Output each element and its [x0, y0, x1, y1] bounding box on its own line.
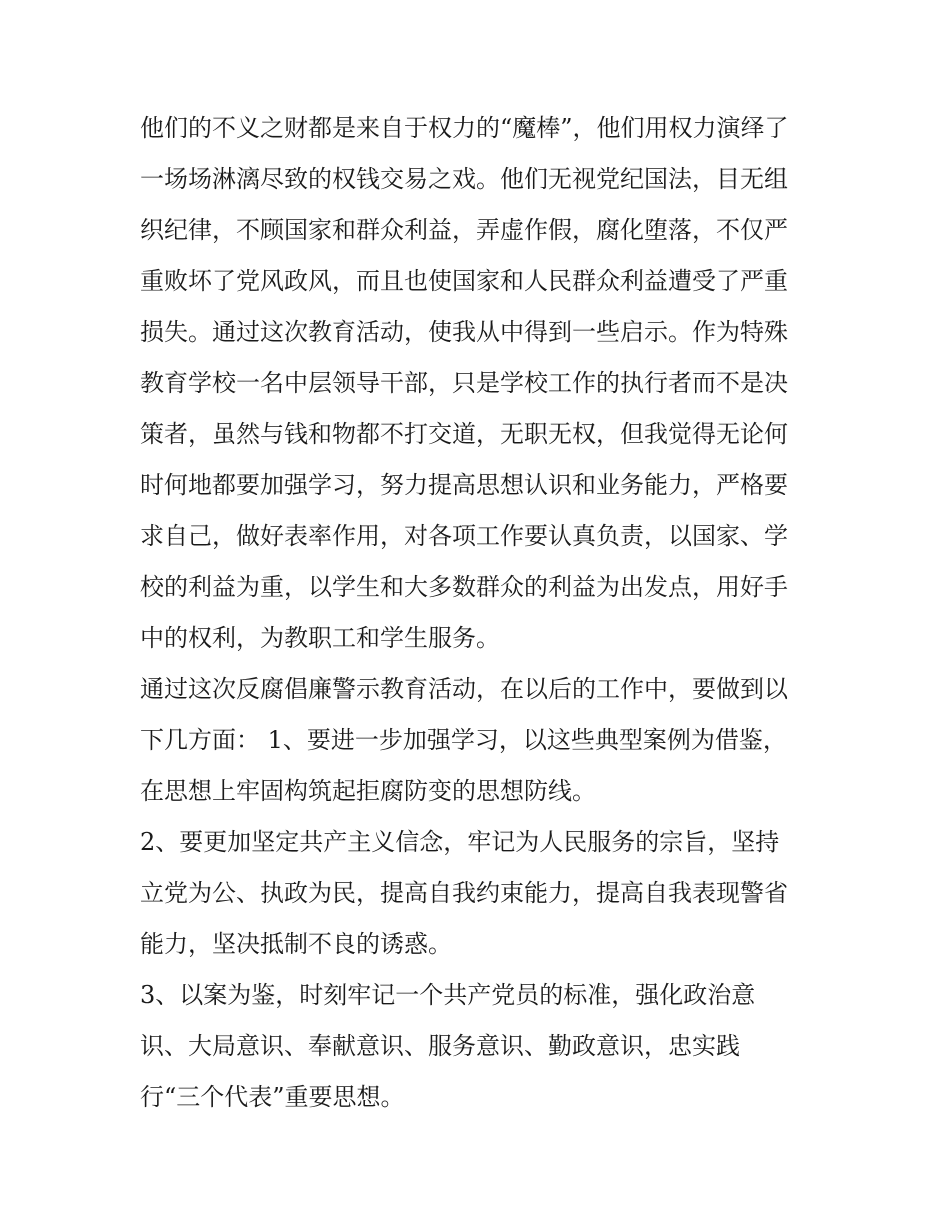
text-line: 下几方面： 1、要进一步加强学习，以这些典型案例为借鉴， — [140, 726, 787, 754]
text-line: 重败坏了党风政风，而且也使国家和人民群众利益遭受了严重 — [140, 267, 788, 295]
text-line: 2、要更加坚定共产主义信念，牢记为人民服务的宗旨，坚持 — [140, 828, 780, 856]
text-line: 通过这次反腐倡廉警示教育活动，在以后的工作中，要做到以 — [140, 675, 788, 703]
text-line: 行“三个代表”重要思想。 — [140, 1083, 405, 1111]
body-text — [140, 103, 820, 1123]
text-line: 立党为公、执政为民，提高自我约束能力，提高自我表现警省 — [140, 879, 788, 907]
text-line: 识、大局意识、奉献意识、服务意识、勤政意识，忠实践 — [140, 1032, 740, 1060]
text-line: 教育学校一名中层领导干部，只是学校工作的执行者而不是决 — [140, 369, 788, 397]
text-line: 损失。通过这次教育活动，使我从中得到一些启示。作为特殊 — [140, 318, 788, 346]
text-line: 一场场淋漓尽致的权钱交易之戏。他们无视党纪国法，目无组 — [140, 165, 788, 193]
text-line: 他们的不义之财都是来自于权力的“魔棒”，他们用权力演绎了 — [140, 114, 789, 142]
text-line: 织纪律，不顾国家和群众利益，弄虚作假，腐化堕落，不仅严 — [140, 216, 788, 244]
text-line: 在思想上牢固构筑起拒腐防变的思想防线。 — [140, 777, 596, 805]
text-line: 策者，虽然与钱和物都不打交道，无职无权，但我觉得无论何 — [140, 420, 788, 448]
text-line: 求自己，做好表率作用，对各项工作要认真负责，以国家、学 — [140, 522, 788, 550]
text-line: 时何地都要加强学习，努力提高思想认识和业务能力，严格要 — [140, 471, 788, 499]
text-line: 能力，坚决抵制不良的诱惑。 — [140, 930, 452, 958]
text-line: 中的权利，为教职工和学生服务。 — [140, 624, 500, 652]
text-line: 3、以案为鉴，时刻牢记一个共产党员的标准，强化政治意 — [140, 981, 756, 1009]
text-line: 校的利益为重，以学生和大多数群众的利益为出发点，用好手 — [140, 573, 788, 601]
